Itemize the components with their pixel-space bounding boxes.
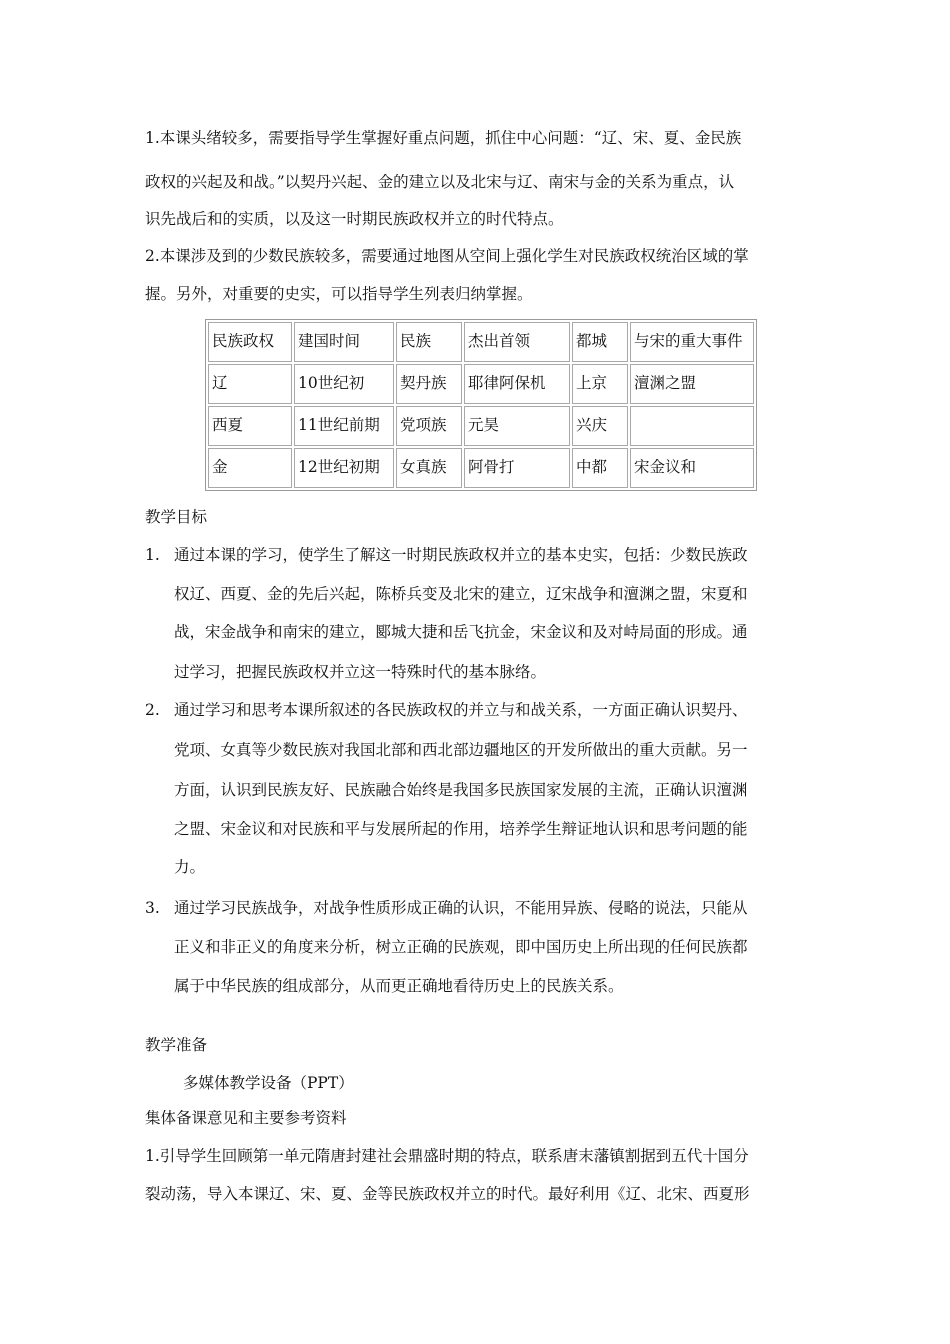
prep-content: 多媒体教学设备（PPT）: [183, 1074, 354, 1092]
table-cell: 耶律阿保机: [464, 364, 570, 404]
section-heading-prep: 教学准备: [145, 1036, 208, 1054]
reference-line-1: 1.引导学生回顾第一单元隋唐封建社会鼎盛时期的特点，联系唐末藩镇割据到五代十国分: [145, 1147, 749, 1165]
table-header-cell: 都城: [572, 322, 628, 362]
goal-3-line-3: 属于中华民族的组成部分，从而更正确地看待历史上的民族关系。: [174, 977, 624, 995]
table-cell: 阿骨打: [464, 448, 570, 488]
goal-2-line-2: 党项、女真等少数民族对我国北部和西北部边疆地区的开发所做出的重大贡献。另一: [174, 741, 748, 759]
table-cell: 契丹族: [396, 364, 462, 404]
table-cell: [630, 406, 754, 446]
table-cell: 11世纪前期: [294, 406, 394, 446]
table-cell: 兴庆: [572, 406, 628, 446]
table-header-cell: 民族: [396, 322, 462, 362]
goal-2-line-5: 力。: [174, 858, 206, 876]
table-cell: 金: [208, 448, 292, 488]
goal-1-line-1: 通过本课的学习，使学生了解这一时期民族政权并立的基本史实，包括：少数民族政: [174, 546, 748, 564]
table-cell: 10世纪初: [294, 364, 394, 404]
table-cell: 辽: [208, 364, 292, 404]
goal-2-line-1: 通过学习和思考本课所叙述的各民族政权的并立与和战关系，一方面正确认识契丹、: [174, 701, 748, 719]
table-cell: 女真族: [396, 448, 462, 488]
goal-3-line-1: 通过学习民族战争，对战争性质形成正确的认识，不能用异族、侵略的说法，只能从: [174, 899, 748, 917]
goal-2-line-3: 方面，认识到民族友好、民族融合始终是我国多民族国家发展的主流，正确认识澶渊: [174, 781, 748, 799]
reference-line-2: 裂动荡，导入本课辽、宋、夏、金等民族政权并立的时代。最好利用《辽、北宋、西夏形: [145, 1185, 750, 1203]
goal-2-number: 2.: [145, 701, 160, 719]
table-header-cell: 建国时间: [294, 322, 394, 362]
ethnic-regimes-table: [205, 319, 757, 491]
goal-3-line-2: 正义和非正义的角度来分析，树立正确的民族观，即中国历史上所出现的任何民族都: [174, 938, 748, 956]
section-heading-references: 集体备课意见和主要参考资料: [145, 1109, 347, 1127]
table-header-cell: 杰出首领: [464, 322, 570, 362]
table-header-cell: 民族政权: [208, 322, 292, 362]
table-cell: 中都: [572, 448, 628, 488]
table-cell: 澶渊之盟: [630, 364, 754, 404]
table-cell: 上京: [572, 364, 628, 404]
table-row: [208, 364, 754, 404]
paragraph-2-line-2: 握。另外，对重要的史实，可以指导学生列表归纳掌握。: [145, 285, 533, 303]
table-header-cell: 与宋的重大事件: [630, 322, 754, 362]
paragraph-1-line-3: 识先战后和的实质，以及这一时期民族政权并立的时代特点。: [145, 210, 564, 228]
table-header-row: [208, 322, 754, 362]
table-cell: 党项族: [396, 406, 462, 446]
goal-1-line-2: 权辽、西夏、金的先后兴起，陈桥兵变及北宋的建立，辽宋战争和澶渊之盟，宋夏和: [174, 585, 748, 603]
table-row: [208, 406, 754, 446]
goal-3-number: 3.: [145, 899, 160, 917]
goal-1-number: 1.: [145, 546, 160, 564]
paragraph-2-line-1: 2.本课涉及到的少数民族较多，需要通过地图从空间上强化学生对民族政权统治区域的掌: [145, 247, 749, 265]
paragraph-1-line-1: 1.本课头绪较多，需要指导学生掌握好重点问题，抓住中心问题：“辽、宋、夏、金民族: [145, 129, 742, 147]
goal-1-line-4: 过学习，把握民族政权并立这一特殊时代的基本脉络。: [174, 663, 547, 681]
table-row: [208, 448, 754, 488]
paragraph-1-line-2: 政权的兴起及和战。”以契丹兴起、金的建立以及北宋与辽、南宋与金的关系为重点，认: [145, 173, 735, 191]
table-cell: 宋金议和: [630, 448, 754, 488]
goal-1-line-3: 战，宋金战争和南宋的建立，郾城大捷和岳飞抗金，宋金议和及对峙局面的形成。通: [174, 623, 748, 641]
section-heading-goals: 教学目标: [145, 508, 208, 526]
table-cell: 12世纪初期: [294, 448, 394, 488]
table-cell: 西夏: [208, 406, 292, 446]
table-cell: 元昊: [464, 406, 570, 446]
goal-2-line-4: 之盟、宋金议和对民族和平与发展所起的作用，培养学生辩证地认识和思考问题的能: [174, 820, 748, 838]
